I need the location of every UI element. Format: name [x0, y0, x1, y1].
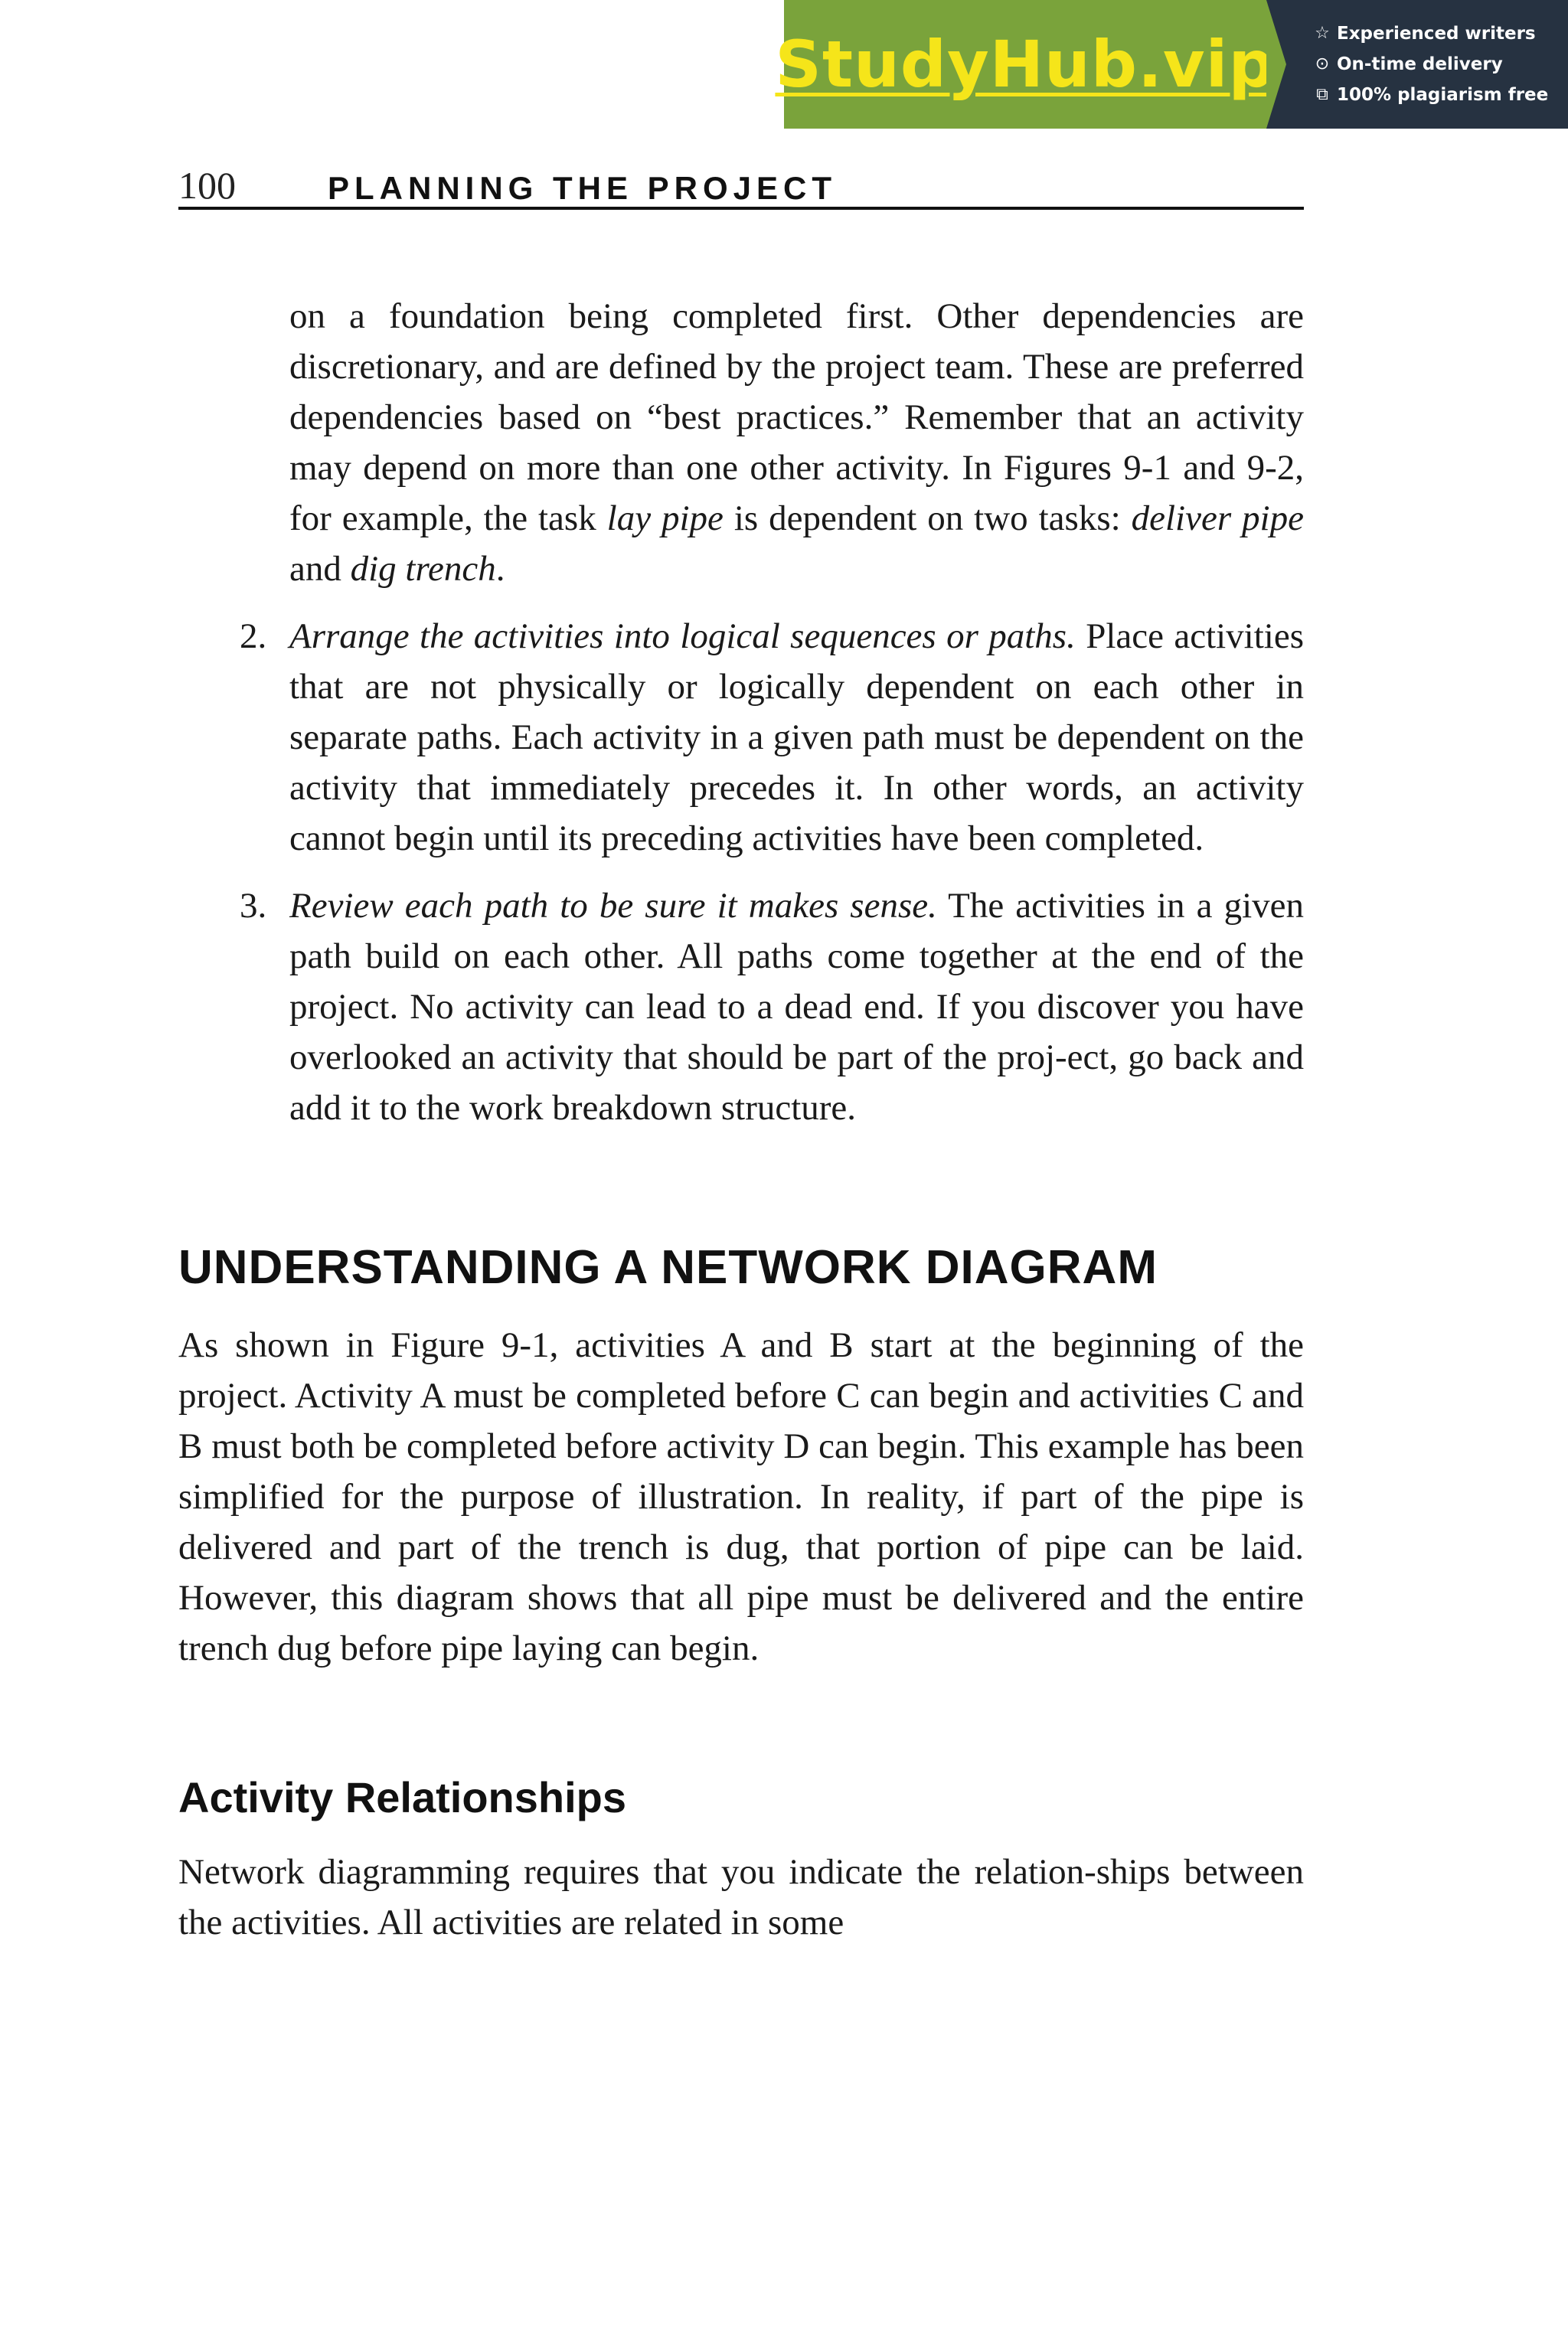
list-item	[178, 880, 1304, 1133]
list-number: 3.	[240, 886, 267, 926]
italic-term: dig trench	[350, 549, 496, 589]
list-item-text	[289, 880, 1304, 1133]
paragraph-text: .	[495, 549, 505, 589]
banner-feature-text: On-time delivery	[1337, 54, 1503, 74]
list-item-lead: Arrange the activities into logical sequences or paths.	[289, 616, 1076, 656]
watermark-banner	[775, 0, 1568, 129]
list-item-lead: Review each path to be sure it makes sense.	[289, 886, 937, 926]
banner-feature-text: 100% plagiarism free	[1337, 85, 1549, 105]
banner-feature	[1312, 83, 1568, 106]
list-number: 2.	[240, 616, 267, 656]
studyhub-logo	[775, 0, 1276, 129]
page-content	[178, 291, 1304, 1948]
banner-features	[1266, 0, 1568, 129]
page-number: 100	[178, 164, 236, 207]
list-item-text	[289, 611, 1304, 864]
copy-icon: ⧉	[1316, 85, 1328, 104]
paragraph-text: and	[289, 549, 351, 589]
section-paragraph: As shown in Figure 9-1, activities A and B start at the beginning of the project. Activity A must be completed before C can begin and activities C and B must both be completed before activity D can begin. This example has been simplified for the purpose of illustration. In reality, if part of the pipe is delivered and part of the trench is dug, that portion of pipe can be laid. However, this diagram shows that all pipe must be delivered and the entire trench dug before pipe laying can begin.	[178, 1325, 1304, 1668]
star-icon: ☆	[1315, 24, 1330, 43]
subsection-paragraph: Network diagramming requires that you indicate the relation-ships between the activities. All activities are related in some	[178, 1852, 1304, 1942]
subsection-heading: Activity Relationships	[178, 1773, 627, 1821]
paragraph-text: is dependent on two tasks:	[723, 498, 1132, 538]
list-item	[178, 611, 1304, 864]
paragraph-text: on a foundation being completed first. Other dependencies are discretionary, and are defined by the project team. These are preferred dependencies based on “best practices.” Remember that an activity may depend on more than one other activity. In Figures 9-1 and 9-2, for example, the task	[289, 296, 1304, 538]
continued-paragraph	[178, 291, 1304, 594]
list-item-body: Place activities that are not physically or logically dependent on each other in separate paths. Each activity in a given path must be dependent on the activity that immediately precedes it. In other words, an activity cannot begin until its preceding activities have been completed.	[289, 616, 1304, 858]
studyhub-logo-text: StudyHub.vip	[775, 27, 1276, 102]
banner-feature	[1312, 22, 1568, 45]
running-head-title: PLANNING THE PROJECT	[328, 170, 838, 206]
banner-feature	[1312, 53, 1568, 76]
section-heading: UNDERSTANDING A NETWORK DIAGRAM	[178, 1241, 1158, 1294]
italic-term: lay pipe	[606, 498, 724, 538]
running-head	[178, 161, 1304, 210]
italic-term: deliver pipe	[1131, 498, 1304, 538]
list-item-body: The activities in a given path build on each other. All paths come together at the end of the project. No activity can lead to a dead end. If you discover you have overlooked an activity that should be part of the proj-ect, go back and add it to the work breakdown structure.	[289, 886, 1305, 1128]
clock-icon: ⊙	[1315, 54, 1330, 74]
banner-feature-text: Experienced writers	[1337, 24, 1536, 44]
